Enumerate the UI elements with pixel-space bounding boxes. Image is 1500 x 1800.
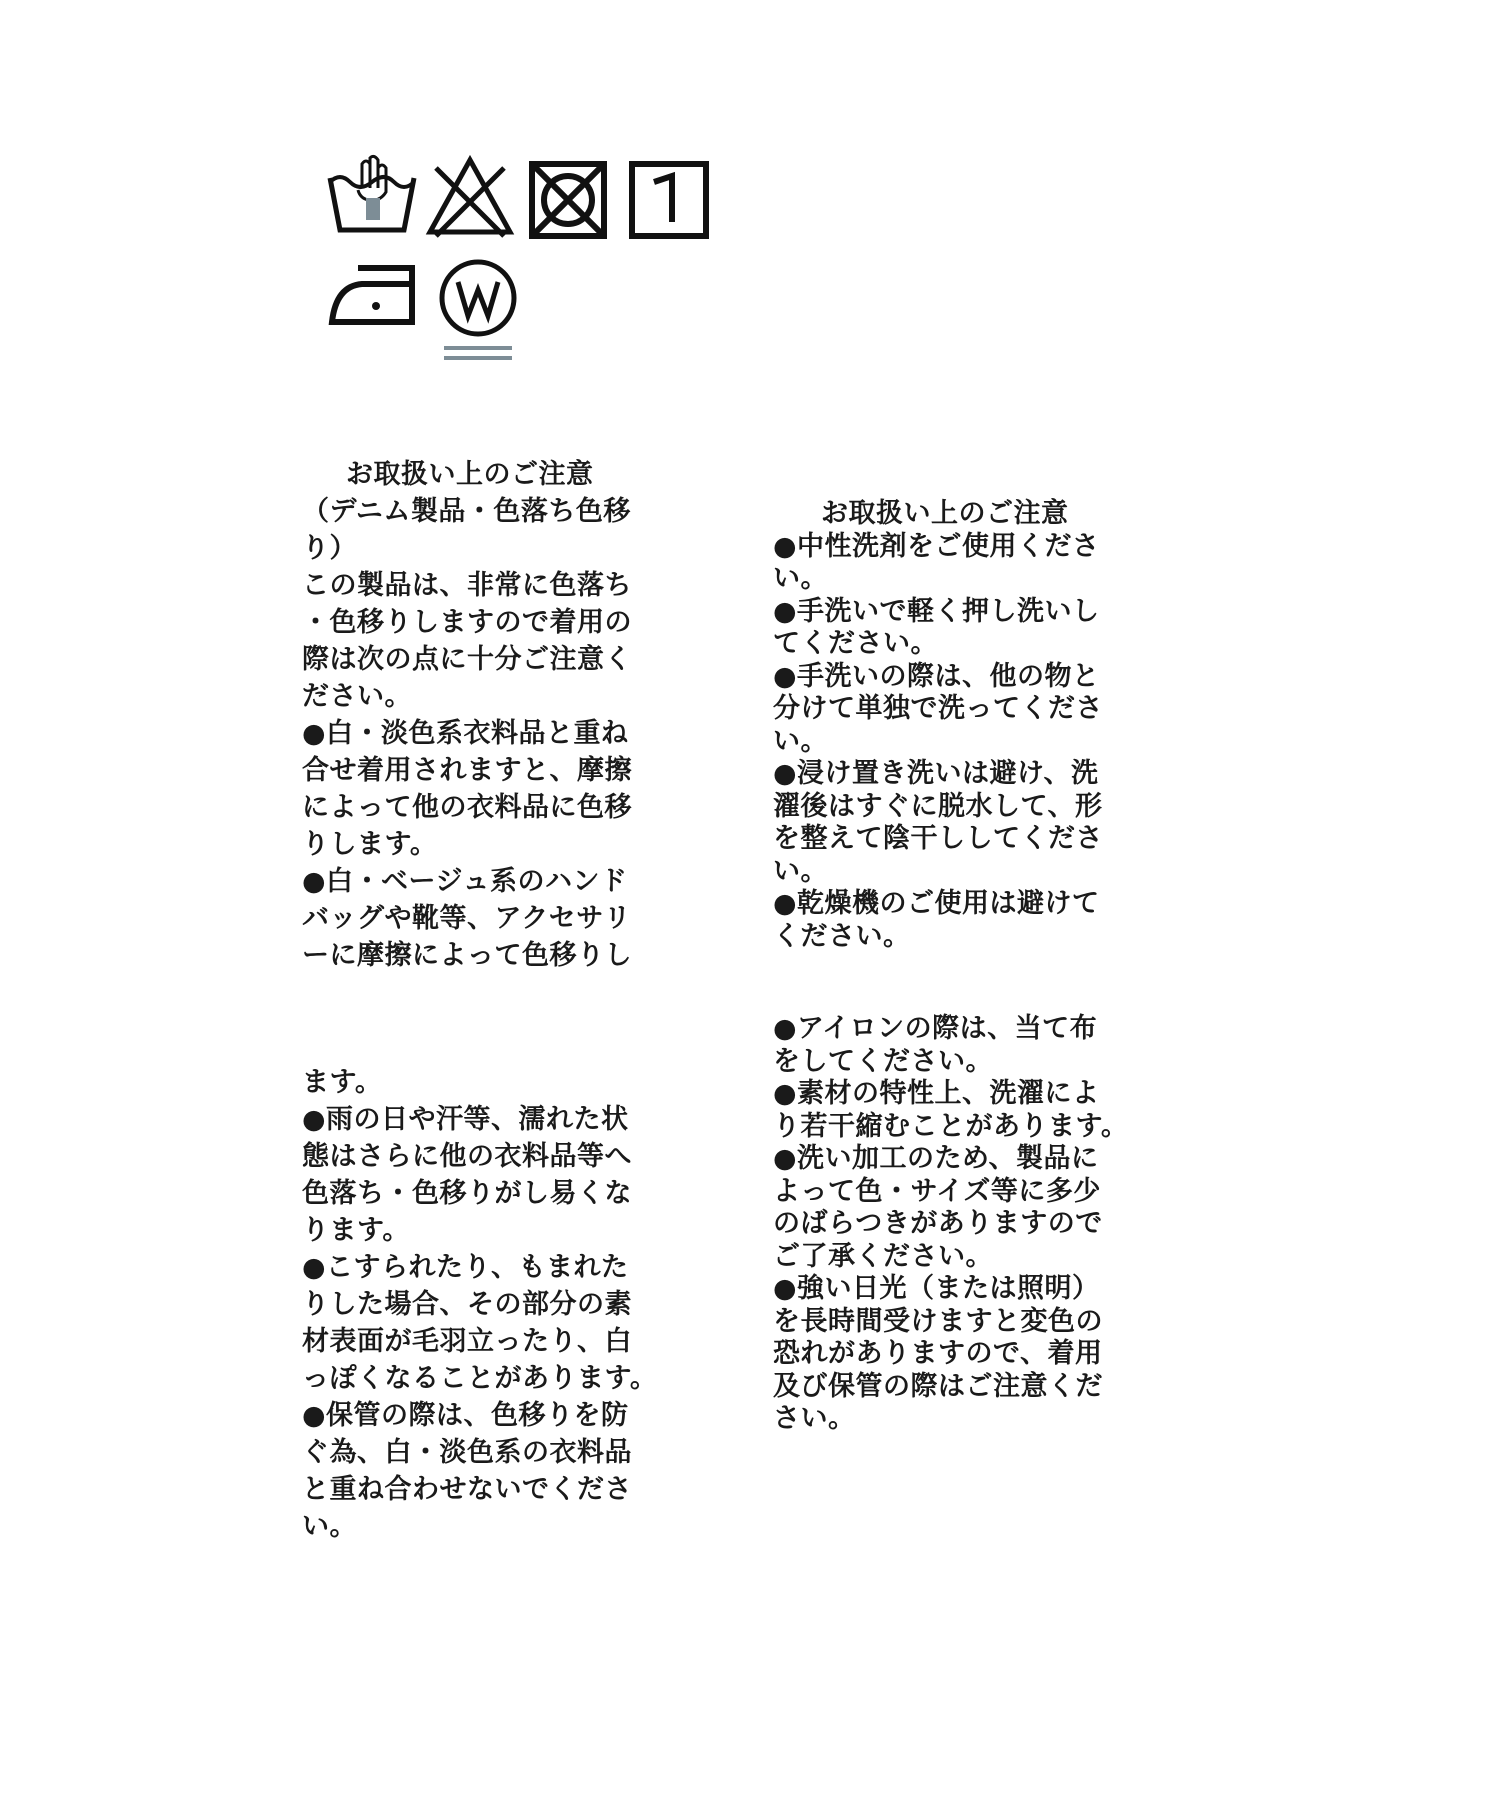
- text-line: を長時間受けますと変色の: [773, 1305, 1103, 1337]
- no-tumble-dry-icon: [528, 160, 608, 240]
- text-line: ●手洗いで軽く押し洗いし: [773, 595, 1100, 627]
- text-line: りした場合、その部分の素: [302, 1289, 632, 1320]
- text-line: い。: [773, 725, 828, 757]
- text-line: ●保管の際は、色移りを防: [302, 1400, 629, 1431]
- text-line: ます。: [302, 1067, 383, 1098]
- care-symbols: [318, 150, 738, 360]
- text-line: ●アイロンの際は、当て布: [773, 1013, 1098, 1044]
- text-line: い。: [773, 563, 828, 594]
- text-line: っぽくなることがあります。: [302, 1363, 658, 1394]
- left-notice-title: お取扱い上のご注意: [346, 459, 594, 490]
- wet-clean-gentle-icon: [436, 258, 520, 362]
- text-line: ーに摩擦によって色移りし: [302, 940, 632, 971]
- text-line: 態はさらに他の衣料品等へ: [302, 1141, 632, 1172]
- text-line: さい。: [773, 1403, 856, 1434]
- text-line: 及び保管の際はご注意くだ: [773, 1370, 1103, 1402]
- text-line: い。: [302, 1511, 357, 1542]
- text-line: ぐ為、白・淡色系の衣料品: [302, 1437, 632, 1468]
- text-line: よって色・サイズ等に多少: [773, 1175, 1101, 1207]
- text-line: 濯後はすぐに脱水して、形: [773, 790, 1103, 822]
- text-line: ●乾燥機のご使用は避けて: [773, 888, 1100, 919]
- text-line: ●白・淡色系衣料品と重ね: [302, 718, 629, 749]
- text-line: り若干縮むことがあります。: [773, 1110, 1129, 1142]
- iron-low-icon: [328, 262, 418, 328]
- text-line: バッグや靴等、アクセサリ: [302, 903, 632, 934]
- text-line: を整えて陰干ししてくださ: [773, 823, 1103, 854]
- text-line: ●中性洗剤をご使用くださ: [773, 530, 1100, 562]
- text-line: ●強い日光（または照明）: [773, 1273, 1100, 1304]
- text-line: い。: [773, 855, 828, 887]
- text-line: ●雨の日や汗等、濡れた状: [302, 1104, 629, 1135]
- text-line: ださい。: [302, 681, 412, 712]
- text-line: ●白・ベージュ系のハンド: [302, 866, 628, 897]
- text-line: てください。: [773, 628, 938, 659]
- right-notice-title: お取扱い上のご注意: [821, 498, 1069, 529]
- text-line: と重ね合わせないでくださ: [302, 1474, 632, 1505]
- right-notice: [773, 498, 1153, 1436]
- text-line: 分けて単独で洗ってくださ: [773, 693, 1103, 724]
- line-dry-shade-icon: [628, 160, 710, 240]
- text-line: ●浸け置き洗いは避け、洗: [773, 758, 1099, 789]
- text-line: 恐れがありますので、着用: [773, 1338, 1103, 1369]
- hand-wash-icon: [328, 158, 418, 248]
- text-line: ●こすられたり、もまれた: [302, 1252, 629, 1283]
- no-bleach-icon: [426, 154, 514, 242]
- text-line: 際は次の点に十分ご注意く: [302, 644, 632, 675]
- text-line: ります。: [302, 1215, 410, 1246]
- text-line: をしてください。: [773, 1045, 993, 1077]
- text-line: ●洗い加工のため、製品に: [773, 1143, 1099, 1174]
- text-line: 材表面が毛羽立ったり、白: [302, 1326, 632, 1357]
- text-line: によって他の衣料品に色移: [302, 792, 632, 823]
- text-line: ・色移りしますので着用の: [302, 607, 632, 638]
- text-line: のばらつきがありますので: [773, 1208, 1103, 1239]
- text-line: り）: [302, 533, 357, 564]
- text-line: 合せ着用されますと、摩擦: [302, 755, 632, 786]
- left-notice: [302, 456, 658, 1545]
- text-line: りします。: [302, 829, 438, 860]
- text-line: 色落ち・色移りがし易くな: [302, 1178, 632, 1209]
- text-line: ●手洗いの際は、他の物と: [773, 660, 1100, 692]
- text-line: ください。: [773, 920, 911, 952]
- text-line: この製品は、非常に色落ち: [302, 570, 632, 601]
- text-line: ご了承ください。: [773, 1240, 993, 1272]
- text-line: （デニム製品・色落ち色移: [302, 496, 631, 527]
- text-line: ●素材の特性上、洗濯によ: [773, 1078, 1100, 1109]
